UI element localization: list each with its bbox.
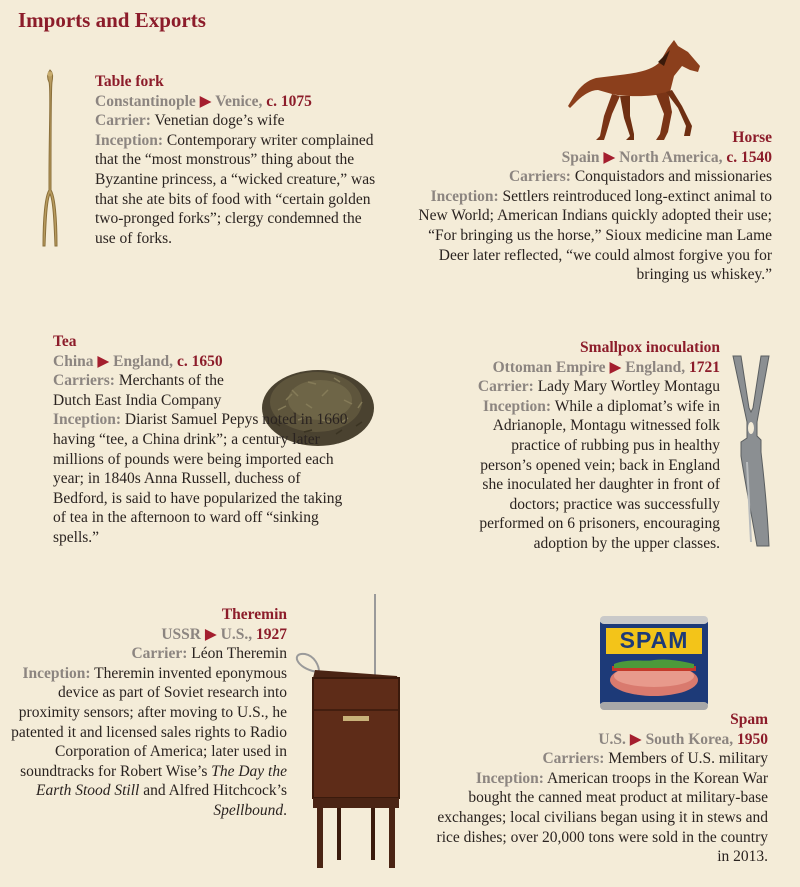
entry-name: Spam bbox=[730, 711, 768, 728]
carrier-label: Carriers: bbox=[53, 372, 115, 390]
arrow-right-icon: ▶ bbox=[97, 352, 110, 370]
entry-tea bbox=[53, 332, 353, 548]
inception-label: Inception: bbox=[430, 187, 499, 205]
film-title-spellbound: Spellbound bbox=[213, 801, 284, 819]
entry-route bbox=[430, 730, 768, 750]
inception-label: Inception: bbox=[95, 131, 164, 149]
carrier-text: Merchants of the Dutch East India Company bbox=[53, 372, 224, 409]
carrier-text: Venetian doge’s wife bbox=[154, 112, 285, 130]
inception-text: Diarist Samuel Pepys noted in 1660 having “tee, a China drink”; a century later millions of pounds were being imported each year; in 1840s Anna Russell, duchess of Bedford, is said to have popularized the taking of tea in the afternoon to ward off “sinking spells.” bbox=[53, 411, 348, 546]
date-text: c. 1075 bbox=[266, 92, 312, 110]
inception-text: While a diplomat’s wife in Adrianople, Montagu witnessed folk practice of rubbing pus in healthy person’s opened vein; back in England she inoculated her daughter in front of doctors; practice was successfully performed on 6 prisoners, encouraging adoption by the upper classes. bbox=[479, 397, 720, 552]
entry-name: Smallpox inoculation bbox=[580, 339, 720, 356]
arrow-right-icon: ▶ bbox=[603, 148, 616, 166]
origin-text: Spain bbox=[561, 148, 600, 166]
film-title-day-earth-stood-still: The Day the Earth Stood Still bbox=[36, 762, 287, 800]
destination-text: North America, bbox=[619, 148, 723, 166]
entry-route bbox=[53, 352, 353, 372]
carrier-text: Léon Theremin bbox=[191, 645, 287, 663]
carrier-label: Carriers: bbox=[508, 168, 571, 186]
inception-label: Inception: bbox=[475, 769, 544, 787]
carrier-label: Carriers: bbox=[542, 750, 605, 768]
arrow-right-icon: ▶ bbox=[199, 92, 212, 110]
inception-text-end: . bbox=[283, 801, 287, 819]
entry-name: Theremin bbox=[221, 606, 287, 623]
entry-route bbox=[95, 92, 380, 112]
origin-text: China bbox=[53, 352, 94, 370]
date-text: 1927 bbox=[256, 625, 287, 643]
inoculation-lancet-image bbox=[727, 352, 775, 548]
entry-horse bbox=[412, 128, 772, 285]
destination-text: England, bbox=[625, 358, 686, 376]
origin-text: U.S. bbox=[598, 730, 626, 748]
date-text: c. 1650 bbox=[176, 352, 223, 370]
entry-spam bbox=[430, 710, 768, 867]
inception-text: American troops in the Korean War bought the canned meat product at military-base exchanges; local civilians began using it in stews and rice dishes; over 20,000 tons were sold in the country in 2013. bbox=[436, 769, 768, 866]
entry-route bbox=[412, 148, 772, 168]
destination-text: South Korea, bbox=[645, 730, 734, 748]
entry-smallpox bbox=[430, 338, 720, 554]
inception-label: Inception: bbox=[22, 664, 91, 682]
inception-label: Inception: bbox=[483, 397, 552, 415]
destination-text: U.S., bbox=[220, 625, 253, 643]
entry-theremin bbox=[10, 605, 287, 821]
carrier-text: Members of U.S. military bbox=[608, 750, 768, 768]
destination-text: England, bbox=[113, 352, 174, 370]
page-title: Imports and Exports bbox=[18, 8, 206, 32]
entry-route bbox=[10, 625, 287, 645]
entry-name: Horse bbox=[732, 129, 772, 146]
entry-name: Table fork bbox=[95, 73, 164, 90]
spam-can-label: SPAM bbox=[619, 627, 689, 653]
theremin-image bbox=[285, 592, 415, 872]
arrow-right-icon: ▶ bbox=[629, 730, 642, 748]
arrow-right-icon: ▶ bbox=[609, 358, 622, 376]
inception-text-a: Theremin invented eponymous device as part of Soviet research into proximity sensors; after moving to U.S., he patented it and licensed sales rights to Radio Corporation of America; later used in soundtracks for Robert Wise’s bbox=[11, 664, 287, 780]
carrier-label: Carrier: bbox=[131, 645, 188, 663]
entry-route bbox=[430, 358, 720, 378]
date-text: 1721 bbox=[689, 358, 720, 376]
origin-text: Ottoman Empire bbox=[492, 358, 606, 376]
destination-text: Venice, bbox=[215, 92, 263, 110]
table-fork-image bbox=[38, 68, 62, 248]
inception-text-b: and Alfred Hitchcock’s bbox=[143, 782, 287, 800]
carrier-label: Carrier: bbox=[477, 378, 534, 396]
date-text: c. 1540 bbox=[726, 148, 772, 166]
inception-text: Settlers reintroduced long-extinct animal to New World; American Indians quickly adopted their use; “For bringing us the horse,” Sioux medicine man Lame Deer later reflected, “we could almost forgive you for bringing us whiskey.” bbox=[418, 187, 772, 284]
entry-name: Tea bbox=[53, 333, 77, 350]
inception-text: Contemporary writer complained that the “most monstrous” thing about the Byzantine princess, a “wicked creature,” was that she ate bits of food with “certain golden two-pronged forks”; clergy condemned the use of forks. bbox=[95, 131, 376, 247]
arrow-right-icon: ▶ bbox=[204, 625, 217, 643]
entry-table-fork bbox=[95, 72, 380, 248]
carrier-text: Lady Mary Wortley Montagu bbox=[537, 378, 720, 396]
date-text: 1950 bbox=[737, 730, 768, 748]
spam-can-image bbox=[598, 614, 710, 712]
carrier-text: Conquistadors and missionaries bbox=[574, 168, 772, 186]
origin-text: USSR bbox=[161, 625, 201, 643]
origin-text: Constantinople bbox=[95, 92, 196, 110]
inception-label: Inception: bbox=[53, 411, 122, 429]
carrier-label: Carrier: bbox=[95, 112, 151, 130]
